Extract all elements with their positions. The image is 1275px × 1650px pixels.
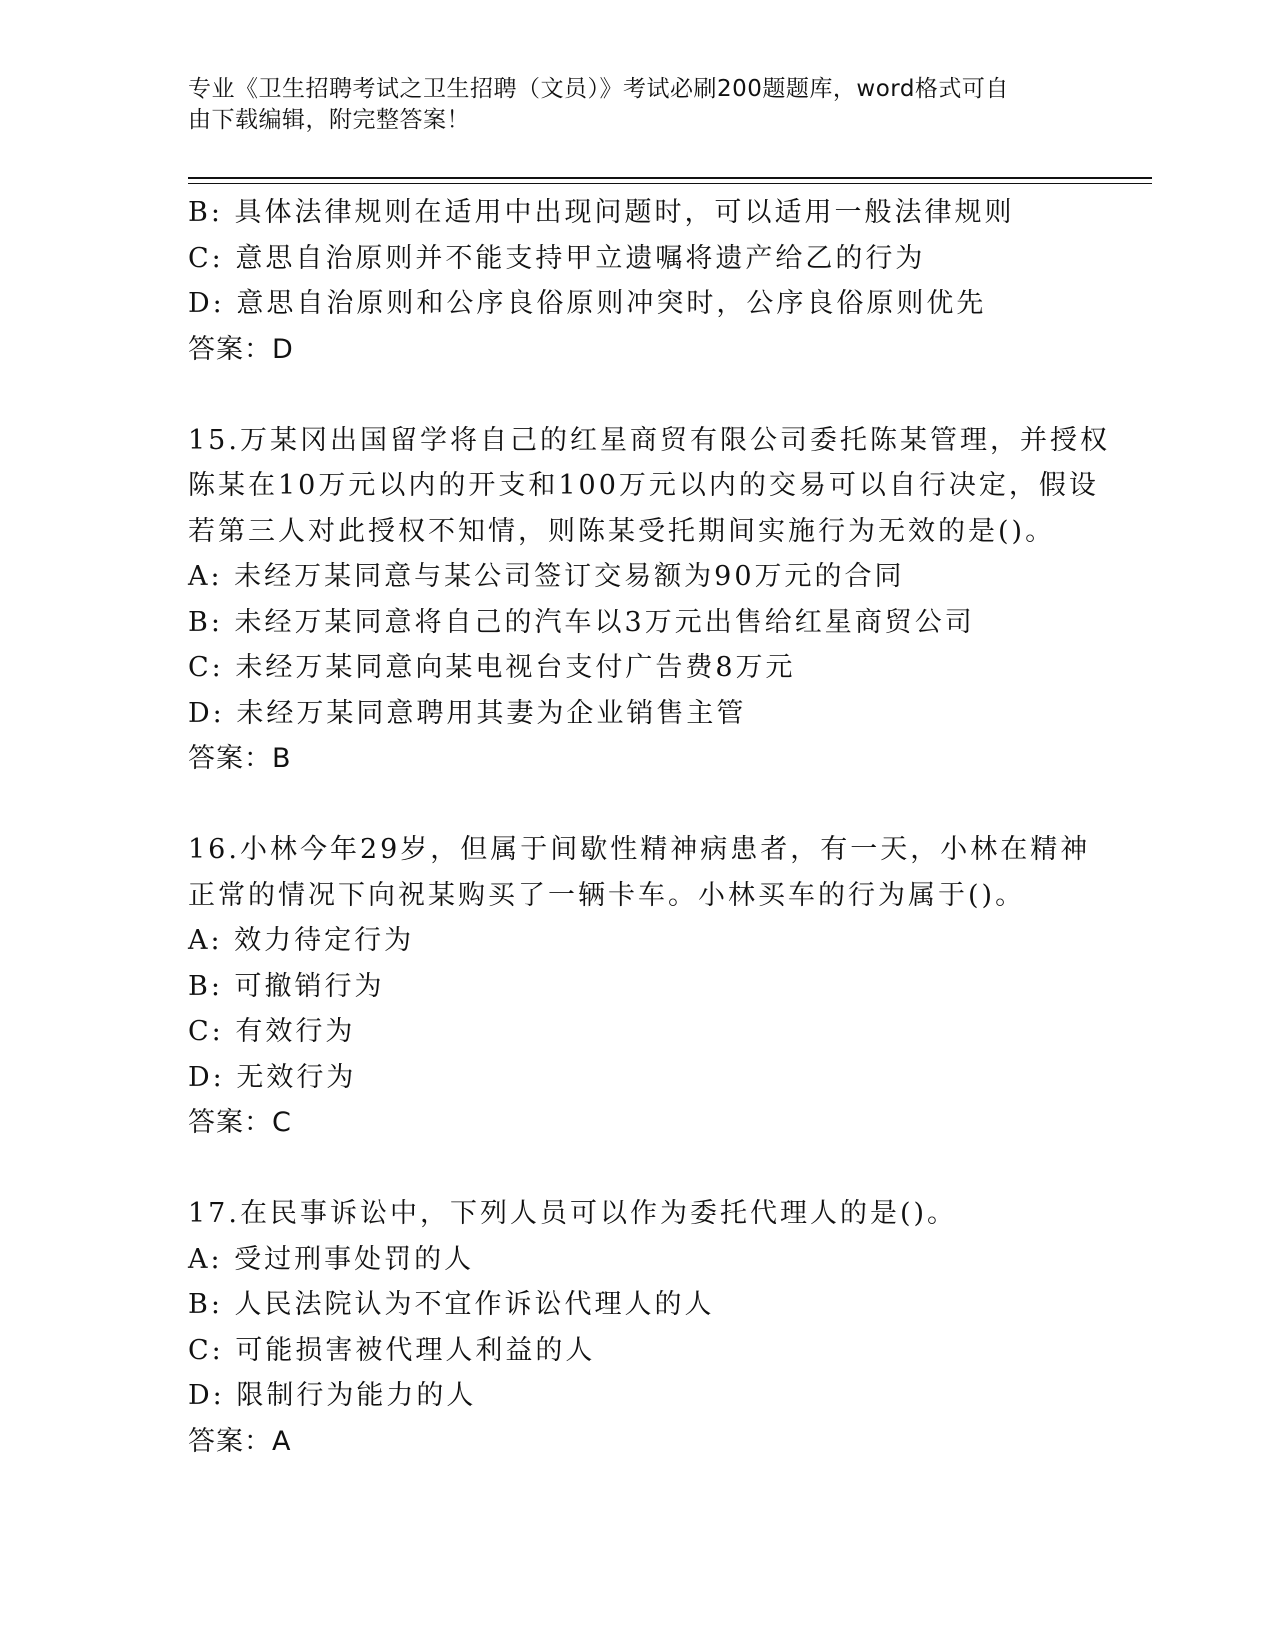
option-b: B: 具体法律规则在适用中出现问题时，可以适用一般法律规则: [188, 197, 1015, 228]
header-line-2: 由下载编辑，附完整答案！: [188, 107, 470, 133]
option-d: D: 无效行为: [188, 1061, 357, 1093]
option-c: C: 意思自治原则并不能支持甲立遗嘱将遗产给乙的行为: [188, 242, 926, 274]
answer-line: 答案：A: [188, 1425, 292, 1457]
answer-line: 答案：C: [188, 1107, 292, 1138]
option-d: D: 未经万某同意聘用其妻为企业销售主管: [188, 697, 747, 729]
question-block-17: [188, 1191, 1088, 1464]
option-a: A: 效力待定行为: [188, 925, 415, 956]
question-stem-line: 若第三人对此授权不知情，则陈某受托期间实施行为无效的是()。: [188, 515, 1056, 547]
question-stem-line: 陈某在10万元以内的开支和100万元以内的交易可以自行决定，假设: [188, 470, 1099, 501]
question-block-15: [188, 418, 1110, 782]
spacer: [188, 782, 1088, 828]
answer-line: 答案：D: [188, 333, 294, 365]
option-a: A: 受过刑事处罚的人: [188, 1243, 475, 1275]
question-stem-line: 15.万某冈出国留学将自己的红星商贸有限公司委托陈某管理，并授权: [188, 424, 1110, 456]
option-b: B: 未经万某同意将自己的汽车以3万元出售给红星商贸公司: [188, 606, 975, 638]
document-header: [188, 74, 1068, 136]
option-c: C: 未经万某同意向某电视台支付广告费8万元: [188, 652, 796, 683]
option-d: D: 意思自治原则和公序良俗原则冲突时，公序良俗原则优先: [188, 288, 987, 319]
option-a: A: 未经万某同意与某公司签订交易额为90万元的合同: [188, 561, 905, 592]
header-line-1: 专业《卫生招聘考试之卫生招聘（文员）》考试必刷200题题库，word格式可自: [188, 76, 1009, 102]
question-stem-line: 正常的情况下向祝某购买了一辆卡车。小林买车的行为属于()。: [188, 879, 1026, 911]
question-block-14-continued: [188, 190, 1088, 372]
option-c: C: 有效行为: [188, 1016, 356, 1047]
question-list: [188, 190, 1110, 1464]
option-b: B: 人民法院认为不宜作诉讼代理人的人: [188, 1289, 715, 1320]
option-c: C: 可能损害被代理人利益的人: [188, 1334, 596, 1366]
spacer: [188, 372, 1088, 418]
spacer: [188, 1146, 1088, 1192]
question-stem-line: 16.小林今年29岁，但属于间歇性精神病患者，有一天，小林在精神: [188, 834, 1091, 865]
option-b: B: 可撤销行为: [188, 970, 385, 1002]
header-rule-thick: [188, 177, 1152, 179]
answer-line: 答案：B: [188, 743, 292, 774]
header-rule-thin: [188, 183, 1152, 184]
option-d: D: 限制行为能力的人: [188, 1380, 477, 1411]
question-block-16: [188, 827, 1091, 1146]
question-stem-line: 17.在民事诉讼中，下列人员可以作为委托代理人的是()。: [188, 1198, 958, 1229]
